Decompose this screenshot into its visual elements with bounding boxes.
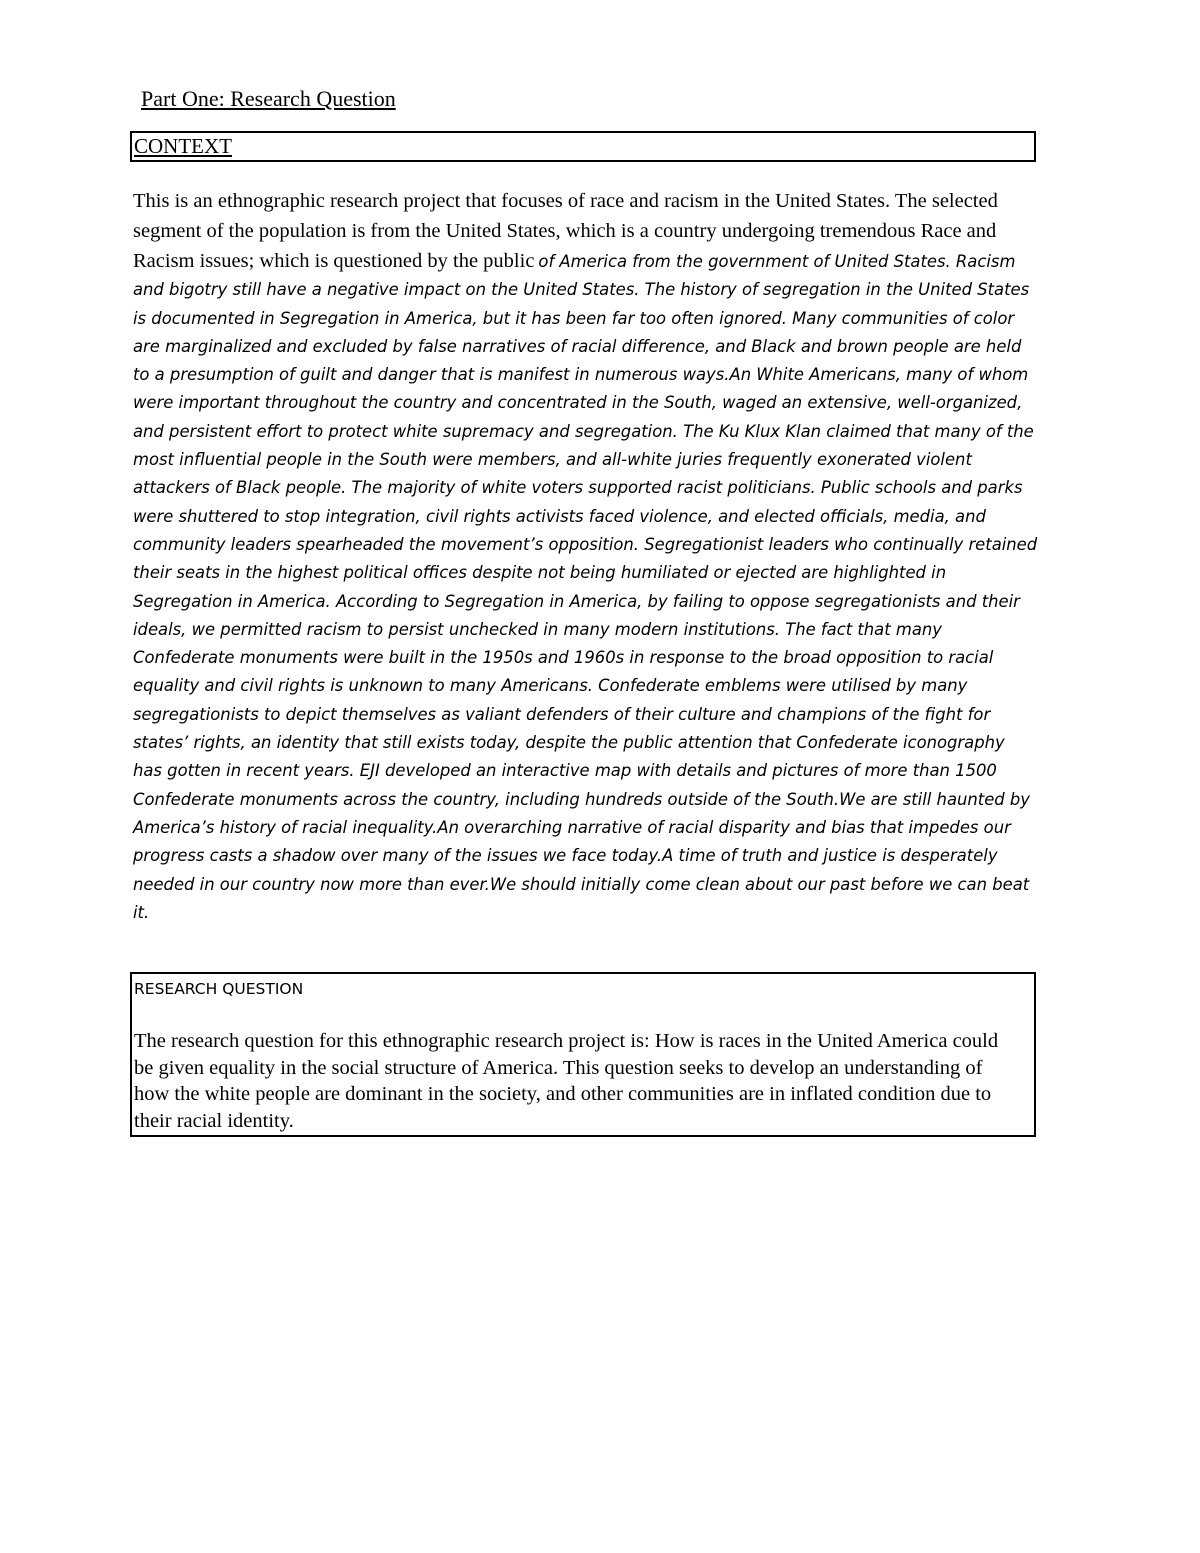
context-heading-box <box>130 131 1036 162</box>
research-question-text: The research question for this ethnographic research project is: How is races in the United America could be given equality in the social structure of America. This question seeks to develop an understanding of how the white people are dominant in the society, and other communities are in inflated condition due to their racial identity. <box>134 1030 999 1132</box>
part-heading: Part One: Research Question <box>141 86 396 111</box>
context-paragraph <box>133 186 1038 927</box>
context-label: CONTEXT <box>134 134 232 158</box>
research-question-box <box>130 972 1036 1137</box>
context-intro-text: This is an ethnographic research project that focuses of race and racism in the United States. The selected segment of the population is from the United States, which is a country undergoing tremendous Race and Racism issues; which is questioned by the public <box>133 190 998 272</box>
research-question-label: RESEARCH QUESTION <box>134 980 304 998</box>
context-italic-text: of America from the government of United States. Racism and bigotry still have a negative impact on the United States. The history of segregation in the United States is documented in Segregation in America, but it has been far too often ignored. Many communities of color are marginalized and excluded by false narratives of racial difference, and Black and brown people are held to a presumption of guilt and danger that is manifest in numerous ways.An White Americans, many of whom were important throughout the country and concentrated in the South, waged an extensive, well-organized, and persistent effort to protect white supremacy and segregation. The Ku Klux Klan claimed that many of the most influential people in the South were members, and all-white juries frequently exonerated violent attackers of Black people. The majority of white voters supported racist politicians. Public schools and parks were shuttered to stop integration, civil rights activists faced violence, and elected officials, media, and community leaders spearheaded the movement’s opposition. Segregationist leaders who continually retained their seats in the highest political offices despite not being humiliated or ejected are highlighted in Segregation in America. According to Segregation in America, by failing to oppose segregationists and their ideals, we permitted racism to persist unchecked in many modern institutions. The fact that many Confederate monuments were built in the 1950s and 1960s in response to the broad opposition to racial equality and civil rights is unknown to many Americans. Confederate emblems were utilised by many segregationists to depict themselves as valiant defenders of their culture and champions of the fight for states’ rights, an identity that still exists today, despite the public attention that Confederate iconography has gotten in recent years. EJI developed an interactive map with details and pictures of more than 1500 Confederate monuments across the country, including hundreds outside of the South.We are still haunted by America’s history of racial inequality.An overarching narrative of racial disparity and bias that impedes our progress casts a shadow over many of the issues we face today.A time of truth and justice is desperately needed in our country now more than ever.We should initially come clean about our past before we can beat it. <box>133 252 1038 922</box>
